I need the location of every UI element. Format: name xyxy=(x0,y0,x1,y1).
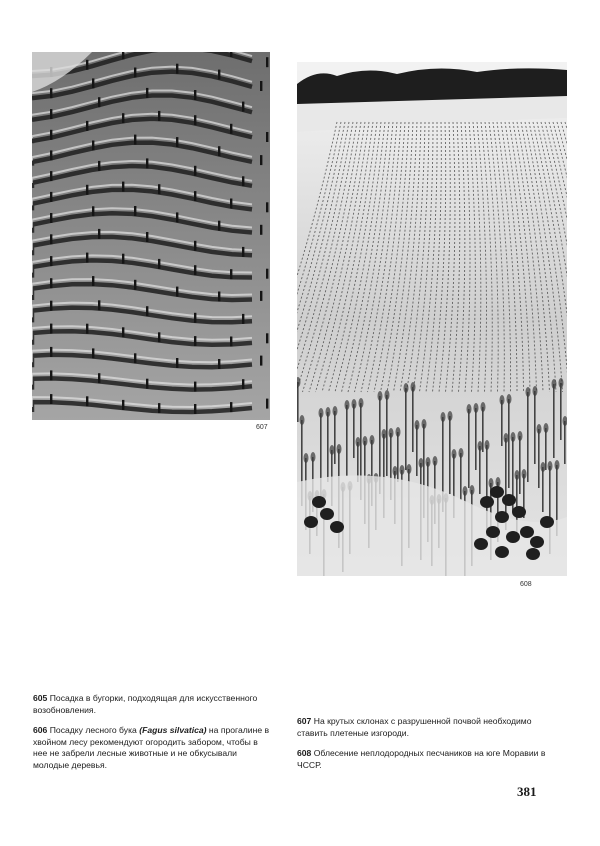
photo-terraced-fences-image xyxy=(32,52,270,420)
caption-607-text: На крутых склонах с разрушенной почвой необходимо ставить плетеные изгороди. xyxy=(297,716,532,738)
photo-sandy-afforestation xyxy=(297,62,567,576)
caption-608 xyxy=(297,748,557,771)
caption-605-number: 605 xyxy=(33,693,48,703)
photo-terraced-fences xyxy=(32,52,270,420)
caption-606-text-before: Посадку лесного бука xyxy=(49,725,140,735)
photo-number-608: 608 xyxy=(520,581,532,588)
photo-sandy-afforestation-image xyxy=(297,62,567,576)
caption-606-latin-name: (Fagus silvatica) xyxy=(139,725,207,735)
caption-608-number: 608 xyxy=(297,748,312,758)
caption-607 xyxy=(297,716,557,739)
caption-605 xyxy=(33,693,273,716)
caption-606 xyxy=(33,725,273,771)
caption-606-text-after: на прогалине в хвойном лесу рекомендуют огородить забором, чтобы в нее не забрели лесные животные и не обкусывали молодые деревья. xyxy=(33,725,270,770)
page-number: 381 xyxy=(517,784,537,799)
caption-606-number: 606 xyxy=(33,725,48,735)
caption-607-number: 607 xyxy=(297,716,312,726)
caption-605-text: Посадка в бугорки, подходящая для искусственного возобновления. xyxy=(33,693,258,715)
photo-number-607: 607 xyxy=(256,424,268,431)
caption-608-text: Облесение неплодородных песчаников на юге Моравии в ЧССР. xyxy=(297,748,546,770)
